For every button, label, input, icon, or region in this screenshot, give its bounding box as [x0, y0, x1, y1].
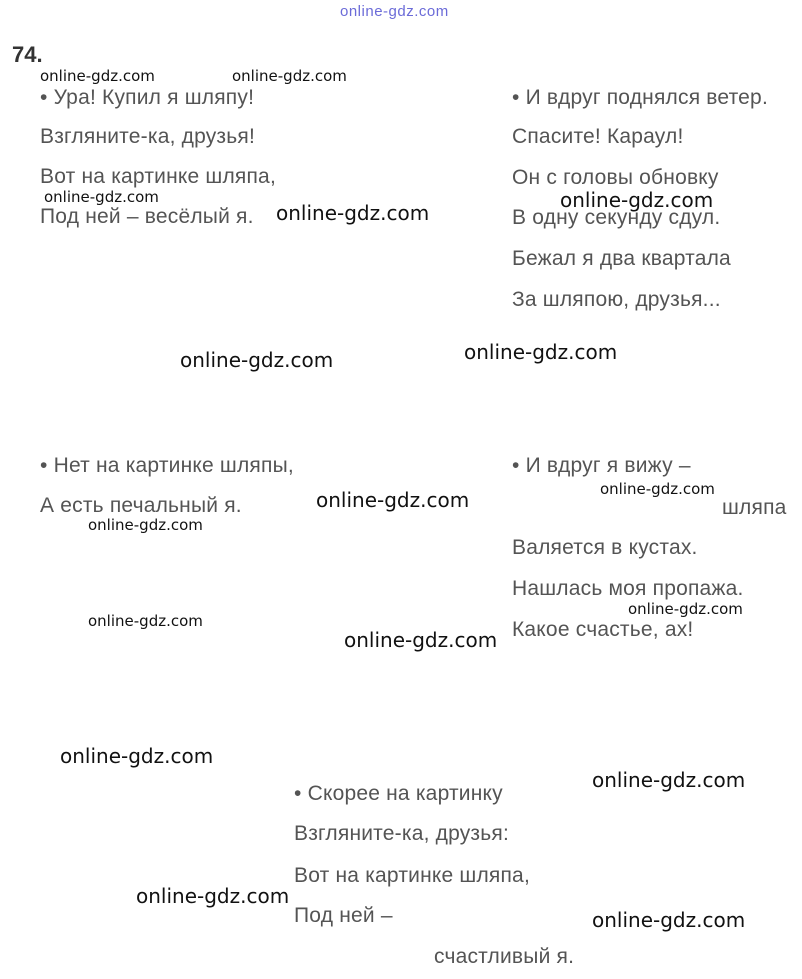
exercise-number: 74. [12, 42, 43, 67]
poem-line: • Ура! Купил я шляпу! [40, 86, 255, 109]
watermark: online-gdz.com [88, 516, 203, 534]
top-watermark: online-gdz.com [340, 3, 449, 20]
watermark: online-gdz.com [628, 600, 743, 618]
poem-line: Он с головы обновку [512, 166, 719, 189]
watermark: online-gdz.com [180, 348, 334, 372]
poem-line: Какое счастье, ах! [512, 618, 694, 641]
poem-line: Под ней – [294, 904, 393, 927]
watermark: online-gdz.com [344, 628, 498, 652]
poem-line: Взгляните-ка, друзья: [294, 822, 510, 845]
poem-line: Спасите! Караул! [512, 125, 684, 148]
watermark: online-gdz.com [592, 908, 746, 932]
poem-line: За шляпою, друзья... [512, 288, 721, 311]
poem-line: Валяется в кустах. [512, 536, 698, 559]
poem-line: • Скорее на картинку [294, 782, 503, 805]
poem-line: • Нет на картинке шляпы, [40, 454, 294, 477]
watermark: online-gdz.com [40, 67, 155, 85]
poem-line: А есть печальный я. [40, 494, 242, 517]
watermark: online-gdz.com [276, 201, 430, 225]
poem-line: Вот на картинке шляпа, [40, 165, 276, 188]
watermark: online-gdz.com [600, 480, 715, 498]
poem-line: Бежал я два квартала [512, 247, 731, 270]
watermark: online-gdz.com [60, 744, 214, 768]
poem-line: В одну секунду сдул. [512, 206, 721, 229]
watermark: online-gdz.com [464, 340, 618, 364]
poem-line: Вот на картинке шляпа, [294, 864, 530, 887]
poem-line: шляпа [722, 496, 787, 519]
poem-line: • И вдруг поднялся ветер. [512, 86, 768, 109]
watermark: online-gdz.com [88, 612, 203, 630]
poem-line: Взгляните-ка, друзья! [40, 125, 256, 148]
watermark: online-gdz.com [136, 884, 290, 908]
poem-line: счастливый я. [434, 945, 575, 968]
watermark: online-gdz.com [44, 188, 159, 206]
watermark: online-gdz.com [592, 768, 746, 792]
poem-line: • И вдруг я вижу – [512, 454, 691, 477]
watermark: online-gdz.com [560, 188, 714, 212]
poem-line: Нашлась моя пропажа. [512, 577, 744, 600]
poem-line: Под ней – весёлый я. [40, 205, 254, 228]
watermark: online-gdz.com [232, 67, 347, 85]
watermark: online-gdz.com [316, 488, 470, 512]
